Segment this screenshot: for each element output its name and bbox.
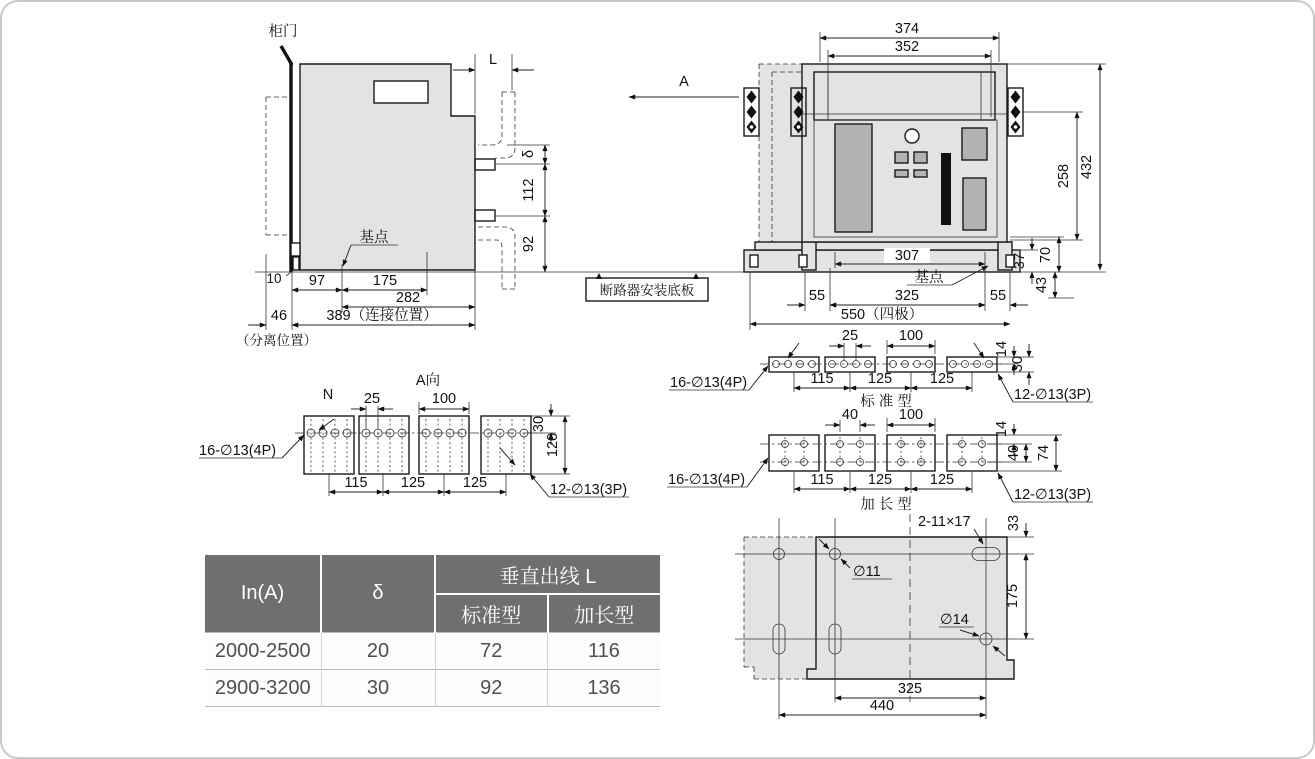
mounting-plate	[735, 514, 1034, 719]
busbar-extended	[667, 407, 1093, 513]
a-view-title: A向	[415, 373, 441, 389]
dim-25-a: 25	[363, 391, 381, 407]
dim-389-connect-position: 389（连接位置）	[326, 308, 438, 324]
label-16-d13-4p-ext: 16-∅13(4P)	[668, 472, 746, 488]
dim-40b-ext: 40	[1006, 444, 1022, 462]
slot-label: 2-11×17	[918, 514, 971, 530]
side-view	[236, 22, 550, 348]
d14-label: ∅14	[940, 612, 969, 628]
busbar-a-view	[199, 372, 629, 498]
hole-centerlines	[311, 419, 524, 472]
dim-100-std: 100	[898, 328, 924, 344]
dim-125-std1: 125	[867, 371, 893, 387]
door-arrow	[281, 46, 292, 65]
th-delta: δ	[321, 555, 435, 633]
dim-550-four-pole: 550（四极）	[840, 307, 924, 323]
dim-100-ext: 100	[898, 407, 924, 423]
dim-125-std2: 125	[929, 371, 955, 387]
dim-112: 112	[521, 178, 537, 202]
dim-10: 10	[266, 271, 282, 286]
nameplate	[835, 124, 872, 232]
label-12-d13-3p-std: 12-∅13(3P)	[1014, 387, 1092, 403]
label-16-d13-4p-a: 16-∅13(4P)	[199, 443, 277, 459]
dim-125-a1: 125	[400, 475, 426, 491]
n-pole-label: N	[322, 387, 334, 403]
table-row	[205, 633, 660, 670]
th-extended: 加长型	[548, 594, 661, 633]
th-vertical-outlet: 垂直出线 L	[435, 555, 660, 594]
rating-label	[963, 178, 986, 230]
label-16-d13-4p-std: 16-∅13(4P)	[670, 375, 748, 391]
cell-delta: 20	[321, 633, 435, 670]
dim-74-ext: 74	[1036, 444, 1052, 462]
ext-hole-centerlines	[785, 437, 982, 469]
dim-37: 37	[1012, 252, 1028, 270]
dim-115-a: 115	[344, 475, 368, 491]
cell-ext: 136	[548, 670, 661, 707]
th-in-a: In(A)	[205, 555, 321, 633]
dim-125-ext2: 125	[929, 472, 955, 488]
dim-115-std: 115	[810, 371, 834, 387]
d11-label: ∅11	[853, 564, 881, 580]
dim-92: 92	[521, 235, 537, 253]
cell-delta: 30	[321, 670, 435, 707]
th-standard: 标准型	[435, 594, 548, 633]
table-row	[205, 670, 660, 707]
dim-14-std: 14	[994, 340, 1010, 358]
dim-374: 374	[894, 21, 920, 37]
indicator-window	[962, 128, 987, 160]
cell-in-a: 2900-3200	[205, 670, 321, 707]
label-12-d13-3p-a: 12-∅13(3P)	[550, 482, 628, 498]
dim-55-right: 55	[989, 288, 1007, 304]
dim-325-front: 325	[894, 288, 920, 304]
door-separated-outline	[266, 97, 291, 235]
dim-70: 70	[1038, 246, 1054, 264]
vertical-busbar-dashed	[478, 92, 515, 289]
dim-440-plate: 440	[869, 698, 895, 714]
front-view	[586, 21, 1106, 330]
dim-delta: δ	[521, 149, 537, 159]
label-12-d13-3p-ext: 12-∅13(3P)	[1014, 487, 1092, 503]
terminal-lower	[475, 210, 495, 221]
dim-307: 307	[894, 248, 920, 264]
side-window	[374, 81, 428, 103]
handle-slot	[941, 153, 951, 225]
dim-125-ext1: 125	[867, 472, 893, 488]
extended-type-title: 加 长 型	[860, 497, 912, 513]
dim-100-a: 100	[431, 391, 457, 407]
dim-30-std: 30	[1010, 355, 1026, 373]
standard-type-title: 标 准 型	[860, 394, 912, 410]
breaker-base	[744, 250, 1020, 272]
dim-325-plate: 325	[897, 681, 923, 697]
cabinet-door-label: 柜门	[268, 24, 298, 40]
cell-in-a: 2000-2500	[205, 633, 321, 670]
dim-L: L	[488, 52, 498, 68]
dim-432: 432	[1079, 154, 1095, 180]
separated-position-label: （分离位置）	[236, 333, 317, 348]
dim-258: 258	[1056, 163, 1072, 189]
dim-352: 352	[894, 39, 920, 55]
dim-282: 282	[395, 290, 421, 306]
dim-175: 175	[372, 273, 398, 289]
cell-std: 72	[435, 633, 548, 670]
terminal-upper	[475, 159, 495, 170]
cell-ext: 116	[548, 633, 661, 670]
dim-120-a: 120	[545, 432, 561, 458]
dim-55-left: 55	[808, 288, 826, 304]
cell-std: 92	[435, 670, 548, 707]
base-plate-label: 断路器安装底板	[599, 283, 695, 298]
dim-97: 97	[308, 273, 326, 289]
dim-125-a2: 125	[462, 475, 488, 491]
view-a-label: A	[679, 74, 689, 90]
dim-30-a: 30	[531, 415, 547, 433]
push-button	[905, 129, 919, 143]
dim-14-ext: 14	[994, 420, 1010, 438]
dim-43: 43	[1034, 276, 1050, 294]
dim-175-plate: 175	[1005, 583, 1021, 609]
dim-33: 33	[1006, 514, 1022, 532]
front-base-point-label: 基点	[914, 270, 944, 286]
busbar-standard	[669, 328, 1093, 410]
side-base-point-label: 基点	[359, 230, 389, 246]
dim-40-ext: 40	[841, 407, 859, 423]
spec-table	[205, 555, 660, 707]
dim-46: 46	[270, 308, 288, 324]
dim-25-std: 25	[841, 328, 859, 344]
dim-115-ext: 115	[810, 472, 834, 488]
